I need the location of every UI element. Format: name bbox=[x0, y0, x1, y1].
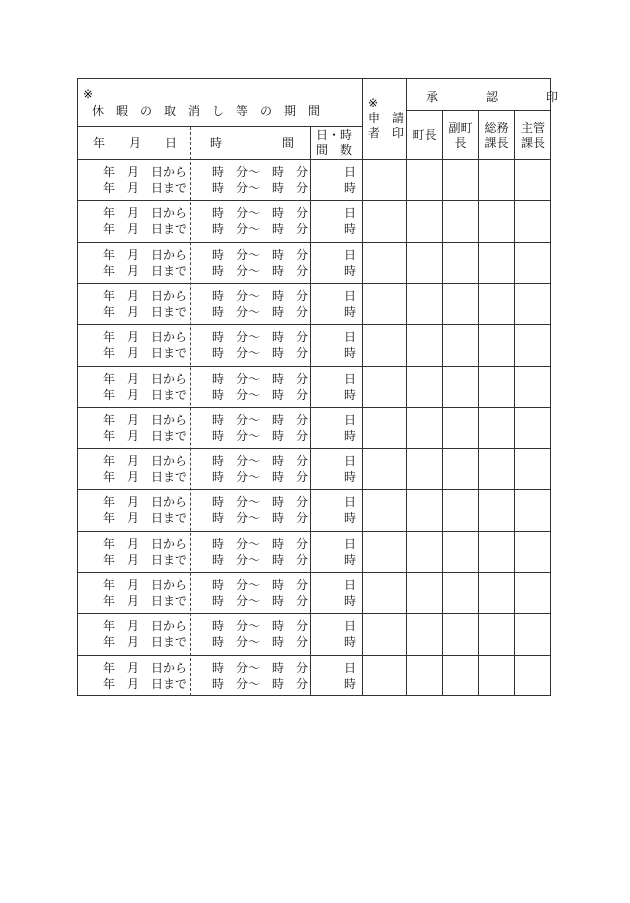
row-unit-hour: 時 bbox=[344, 511, 357, 525]
row-date-to: 年 月 日まで bbox=[103, 222, 188, 236]
row-unit-day: 日 bbox=[344, 165, 357, 179]
row-divider bbox=[77, 572, 551, 573]
row-unit-day: 日 bbox=[344, 578, 357, 592]
row-time-to: 時 分〜 時 分 bbox=[212, 677, 309, 691]
row-date-to: 年 月 日まで bbox=[103, 553, 188, 567]
count-column-header-line1: 日・時 bbox=[316, 128, 353, 142]
row-unit-day: 日 bbox=[344, 495, 357, 509]
approver-section-chief-line2: 課長 bbox=[520, 136, 545, 150]
column-line-approver-4 bbox=[514, 110, 515, 696]
approval-title: 承 認 印 bbox=[426, 90, 559, 104]
row-unit-hour: 時 bbox=[344, 181, 357, 195]
row-unit-day: 日 bbox=[344, 372, 357, 386]
row-unit-day: 日 bbox=[344, 454, 357, 468]
approver-section-chief-line1: 主管 bbox=[520, 121, 545, 135]
row-time-from: 時 分〜 時 分 bbox=[212, 330, 309, 344]
row-date-from: 年 月 日から bbox=[103, 619, 188, 633]
row-time-to: 時 分〜 時 分 bbox=[212, 470, 309, 484]
row-time-from: 時 分〜 時 分 bbox=[212, 495, 309, 509]
row-date-from: 年 月 日から bbox=[103, 578, 188, 592]
row-date-from: 年 月 日から bbox=[103, 454, 188, 468]
row-date-from: 年 月 日から bbox=[103, 661, 188, 675]
row-time-to: 時 分〜 時 分 bbox=[212, 594, 309, 608]
applicant-label-line1: 申 請 bbox=[368, 111, 405, 125]
row-time-from: 時 分〜 時 分 bbox=[212, 578, 309, 592]
row-unit-hour: 時 bbox=[344, 677, 357, 691]
row-divider bbox=[77, 407, 551, 408]
row-unit-day: 日 bbox=[344, 413, 357, 427]
date-time-separator bbox=[190, 127, 191, 696]
row-time-to: 時 分〜 時 分 bbox=[212, 222, 309, 236]
row-time-from: 時 分〜 時 分 bbox=[212, 661, 309, 675]
period-title: 休 暇 の 取 消 し 等 の 期 間 bbox=[92, 104, 321, 118]
date-column-header: 年 月 日 bbox=[93, 136, 178, 150]
row-unit-hour: 時 bbox=[344, 222, 357, 236]
row-date-from: 年 月 日から bbox=[103, 537, 188, 551]
row-date-from: 年 月 日から bbox=[103, 289, 188, 303]
applicant-mark: ※ bbox=[368, 96, 379, 110]
row-date-from: 年 月 日から bbox=[103, 206, 188, 220]
row-unit-hour: 時 bbox=[344, 553, 357, 567]
row-divider bbox=[77, 613, 551, 614]
row-unit-hour: 時 bbox=[344, 346, 357, 360]
row-unit-day: 日 bbox=[344, 289, 357, 303]
row-date-from: 年 月 日から bbox=[103, 330, 188, 344]
approver-general-affairs-line2: 課長 bbox=[484, 136, 509, 150]
approver-vice-mayor-line2: 長 bbox=[454, 136, 467, 150]
row-date-from: 年 月 日から bbox=[103, 165, 188, 179]
row-time-to: 時 分〜 時 分 bbox=[212, 264, 309, 278]
row-unit-day: 日 bbox=[344, 330, 357, 344]
row-date-to: 年 月 日まで bbox=[103, 181, 188, 195]
row-date-to: 年 月 日まで bbox=[103, 594, 188, 608]
row-divider bbox=[77, 531, 551, 532]
row-unit-hour: 時 bbox=[344, 429, 357, 443]
row-date-from: 年 月 日から bbox=[103, 372, 188, 386]
row-time-from: 時 分〜 時 分 bbox=[212, 165, 309, 179]
period-mark: ※ bbox=[83, 87, 94, 101]
row-date-from: 年 月 日から bbox=[103, 413, 188, 427]
row-time-from: 時 分〜 時 分 bbox=[212, 372, 309, 386]
row-unit-hour: 時 bbox=[344, 264, 357, 278]
row-date-to: 年 月 日まで bbox=[103, 470, 188, 484]
column-line-approver-2 bbox=[442, 110, 443, 696]
time-column-header-right: 間 bbox=[282, 136, 295, 150]
row-time-to: 時 分〜 時 分 bbox=[212, 511, 309, 525]
header-divider-left bbox=[77, 126, 362, 127]
row-divider bbox=[77, 489, 551, 490]
row-time-from: 時 分〜 時 分 bbox=[212, 537, 309, 551]
row-time-to: 時 分〜 時 分 bbox=[212, 553, 309, 567]
approver-vice-mayor-line1: 副町 bbox=[448, 121, 473, 135]
row-date-to: 年 月 日まで bbox=[103, 429, 188, 443]
row-unit-day: 日 bbox=[344, 661, 357, 675]
applicant-label-line2: 者 印 bbox=[368, 126, 405, 140]
time-column-header-left: 時 bbox=[210, 136, 223, 150]
row-date-to: 年 月 日まで bbox=[103, 511, 188, 525]
row-divider bbox=[77, 200, 551, 201]
row-date-to: 年 月 日まで bbox=[103, 635, 188, 649]
row-unit-hour: 時 bbox=[344, 635, 357, 649]
row-date-to: 年 月 日まで bbox=[103, 677, 188, 691]
row-date-from: 年 月 日から bbox=[103, 248, 188, 262]
row-time-to: 時 分〜 時 分 bbox=[212, 635, 309, 649]
row-time-from: 時 分〜 時 分 bbox=[212, 248, 309, 262]
row-unit-day: 日 bbox=[344, 248, 357, 262]
row-unit-day: 日 bbox=[344, 206, 357, 220]
row-divider bbox=[77, 324, 551, 325]
row-divider bbox=[77, 448, 551, 449]
column-line-approval bbox=[406, 78, 407, 696]
approver-mayor-line1: 町長 bbox=[412, 128, 437, 142]
row-date-to: 年 月 日まで bbox=[103, 346, 188, 360]
row-divider bbox=[77, 655, 551, 656]
row-divider bbox=[77, 366, 551, 367]
row-time-from: 時 分〜 時 分 bbox=[212, 454, 309, 468]
row-date-to: 年 月 日まで bbox=[103, 388, 188, 402]
row-date-to: 年 月 日まで bbox=[103, 305, 188, 319]
row-unit-hour: 時 bbox=[344, 305, 357, 319]
count-column-header-line2: 間 数 bbox=[316, 143, 353, 157]
row-divider bbox=[77, 283, 551, 284]
row-unit-hour: 時 bbox=[344, 388, 357, 402]
row-time-from: 時 分〜 時 分 bbox=[212, 619, 309, 633]
column-line-approver-3 bbox=[478, 110, 479, 696]
row-time-to: 時 分〜 時 分 bbox=[212, 181, 309, 195]
row-unit-day: 日 bbox=[344, 537, 357, 551]
row-time-from: 時 分〜 時 分 bbox=[212, 289, 309, 303]
header-bottom-divider bbox=[77, 159, 551, 160]
approver-general-affairs-line1: 総務 bbox=[484, 121, 509, 135]
row-time-to: 時 分〜 時 分 bbox=[212, 305, 309, 319]
row-time-to: 時 分〜 時 分 bbox=[212, 429, 309, 443]
row-date-from: 年 月 日から bbox=[103, 495, 188, 509]
column-line-applicant bbox=[362, 78, 363, 696]
row-unit-hour: 時 bbox=[344, 594, 357, 608]
row-divider bbox=[77, 242, 551, 243]
row-time-from: 時 分〜 時 分 bbox=[212, 413, 309, 427]
row-unit-day: 日 bbox=[344, 619, 357, 633]
row-date-to: 年 月 日まで bbox=[103, 264, 188, 278]
row-unit-hour: 時 bbox=[344, 470, 357, 484]
row-time-to: 時 分〜 時 分 bbox=[212, 388, 309, 402]
row-time-to: 時 分〜 時 分 bbox=[212, 346, 309, 360]
column-line-count bbox=[310, 126, 311, 696]
row-time-from: 時 分〜 時 分 bbox=[212, 206, 309, 220]
